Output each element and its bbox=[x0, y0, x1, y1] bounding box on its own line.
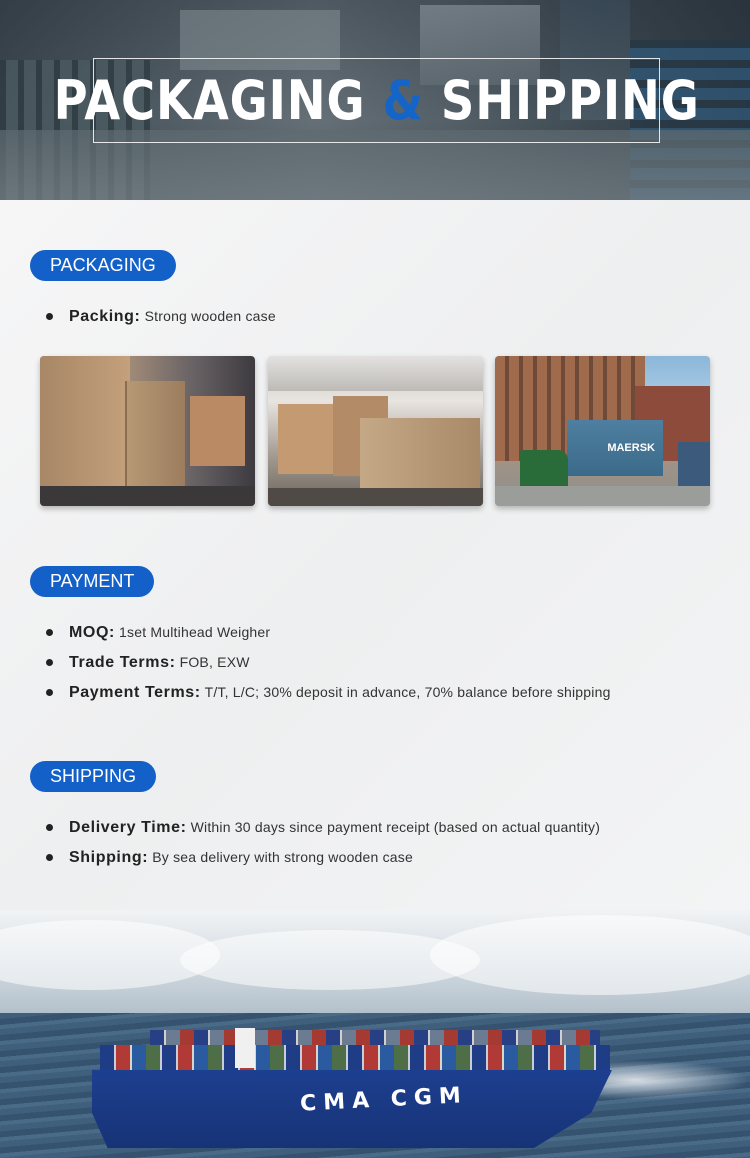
page-title bbox=[53, 69, 699, 132]
title-ampersand: & bbox=[382, 69, 424, 132]
packaging-list bbox=[46, 301, 276, 331]
bullet-icon bbox=[46, 659, 53, 666]
payment-list bbox=[46, 617, 611, 707]
title-packaging: PACKAGING bbox=[53, 69, 366, 132]
content-area bbox=[0, 200, 750, 910]
header-banner bbox=[0, 0, 750, 200]
banner-title-box bbox=[53, 58, 700, 143]
container-truck-photo bbox=[495, 356, 710, 506]
list-item bbox=[46, 301, 276, 331]
shipping-section-heading: SHIPPING bbox=[30, 761, 156, 792]
ship-bridge bbox=[235, 1028, 255, 1068]
title-shipping: SHIPPING bbox=[440, 69, 700, 132]
bullet-icon bbox=[46, 854, 53, 861]
packaging-photos bbox=[40, 356, 710, 506]
bullet-icon bbox=[46, 689, 53, 696]
list-item bbox=[46, 647, 611, 677]
list-item bbox=[46, 617, 611, 647]
payment-section-heading: PAYMENT bbox=[30, 566, 154, 597]
item-value: Strong wooden case bbox=[144, 308, 276, 324]
list-item bbox=[46, 812, 600, 842]
list-item bbox=[46, 677, 611, 707]
shipping-list bbox=[46, 812, 600, 872]
item-label: Delivery Time: bbox=[69, 819, 187, 836]
item-label: Trade Terms: bbox=[69, 654, 176, 671]
item-value: 1set Multihead Weigher bbox=[119, 624, 271, 640]
item-value: By sea delivery with strong wooden case bbox=[152, 849, 413, 865]
packaging-section-heading: PACKAGING bbox=[30, 250, 176, 281]
cargo-ship-photo bbox=[0, 910, 750, 1158]
item-label: Payment Terms: bbox=[69, 684, 201, 701]
bullet-icon bbox=[46, 629, 53, 636]
item-label: Shipping: bbox=[69, 849, 149, 866]
item-value: T/T, L/C; 30% deposit in advance, 70% balance before shipping bbox=[204, 684, 611, 700]
item-value: FOB, EXW bbox=[179, 654, 250, 670]
wooden-crates-photo bbox=[40, 356, 255, 506]
item-label: Packing: bbox=[69, 308, 141, 325]
warehouse-photo bbox=[268, 356, 483, 506]
bullet-icon bbox=[46, 824, 53, 831]
ship-hull-logo: CMA CGM bbox=[299, 1082, 469, 1117]
item-label: MOQ: bbox=[69, 624, 115, 641]
list-item bbox=[46, 842, 600, 872]
bullet-icon bbox=[46, 313, 53, 320]
truck-container-logo: MAERSK bbox=[567, 420, 663, 476]
item-value: Within 30 days since payment receipt (based on actual quantity) bbox=[190, 819, 601, 835]
